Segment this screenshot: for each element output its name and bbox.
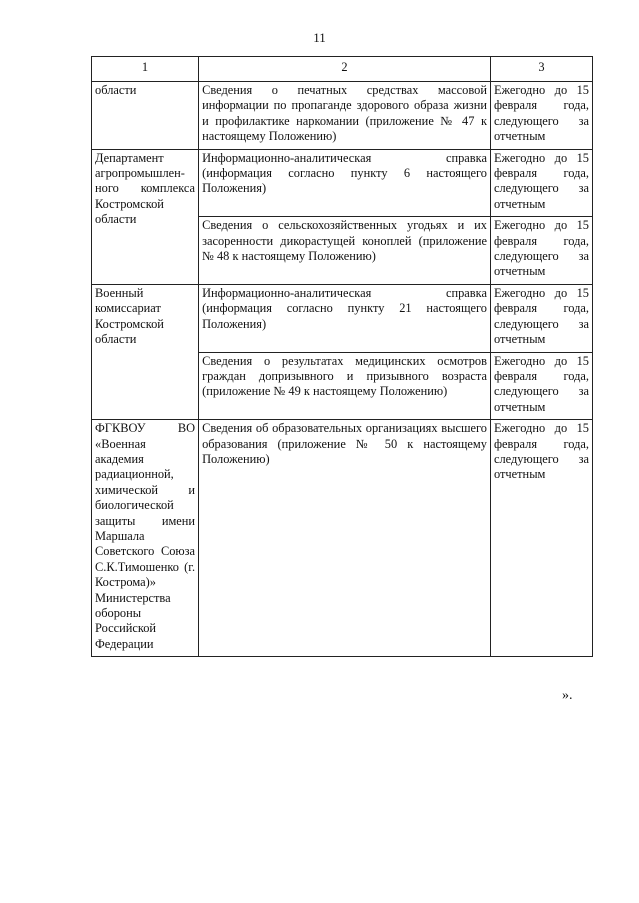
organization-cell: ФГКВОУ ВО «Военная академия радиационной, химической и биологической защиты имени Маршала Советского Союза С.К.Тимошенко (г. Кострома)» Министерства обороны Российской Федерации [92,420,199,657]
report-description-cell: Информационно-аналитическая справка (информация согласно пункту 21 настоящего Положения) [199,284,491,352]
deadline-cell: Ежегодно до 15 февраля года, следующего за отчетным [490,420,592,657]
table-row [92,149,593,217]
table-row [92,284,593,352]
column-header-1: 1 [92,57,199,82]
table-header-row [92,57,593,82]
deadline-cell: Ежегодно до 15 февраля года, следующего за отчетным [490,217,592,285]
report-description-cell: Сведения о сельскохозяйственных угодьях и их засоренности дикорастущей коноплей (приложение № 48 к настоящему Положению) [199,217,491,285]
deadline-cell: Ежегодно до 15 февраля года, следующего за отчетным [490,149,592,217]
deadline-cell: Ежегодно до 15 февраля года, следующего за отчетным [490,284,592,352]
report-description-cell: Информационно-аналитическая справка (информация согласно пункту 6 настоящего Положения) [199,149,491,217]
table-row [92,420,593,657]
table-row [92,82,593,150]
column-header-3: 3 [490,57,592,82]
closing-quote-mark: ». [562,688,573,703]
report-description-cell: Сведения о результатах медицинских осмотров граждан допризывного и призывного возраста (приложение № 49 к настоящему Положению) [199,352,491,420]
deadline-cell: Ежегодно до 15 февраля года, следующего за отчетным [490,82,592,150]
column-header-2: 2 [199,57,491,82]
organization-cell: Военный комиссариат Костромской области [92,284,199,419]
organization-cell: области [92,82,199,150]
page-number: 11 [313,30,326,45]
deadline-cell: Ежегодно до 15 февраля года, следующего за отчетным [490,352,592,420]
reporting-table [91,56,593,657]
report-description-cell: Сведения об образовательных организациях высшего образования (приложение № 50 к настоящему Положению) [199,420,491,657]
report-description-cell: Сведения о печатных средствах массовой информации по пропаганде здорового образа жизни и профилактике наркомании (приложение № 47 к настоящему Положению) [199,82,491,150]
organization-cell: Департамент агропромышленного комплекса Костромской области [92,149,199,284]
